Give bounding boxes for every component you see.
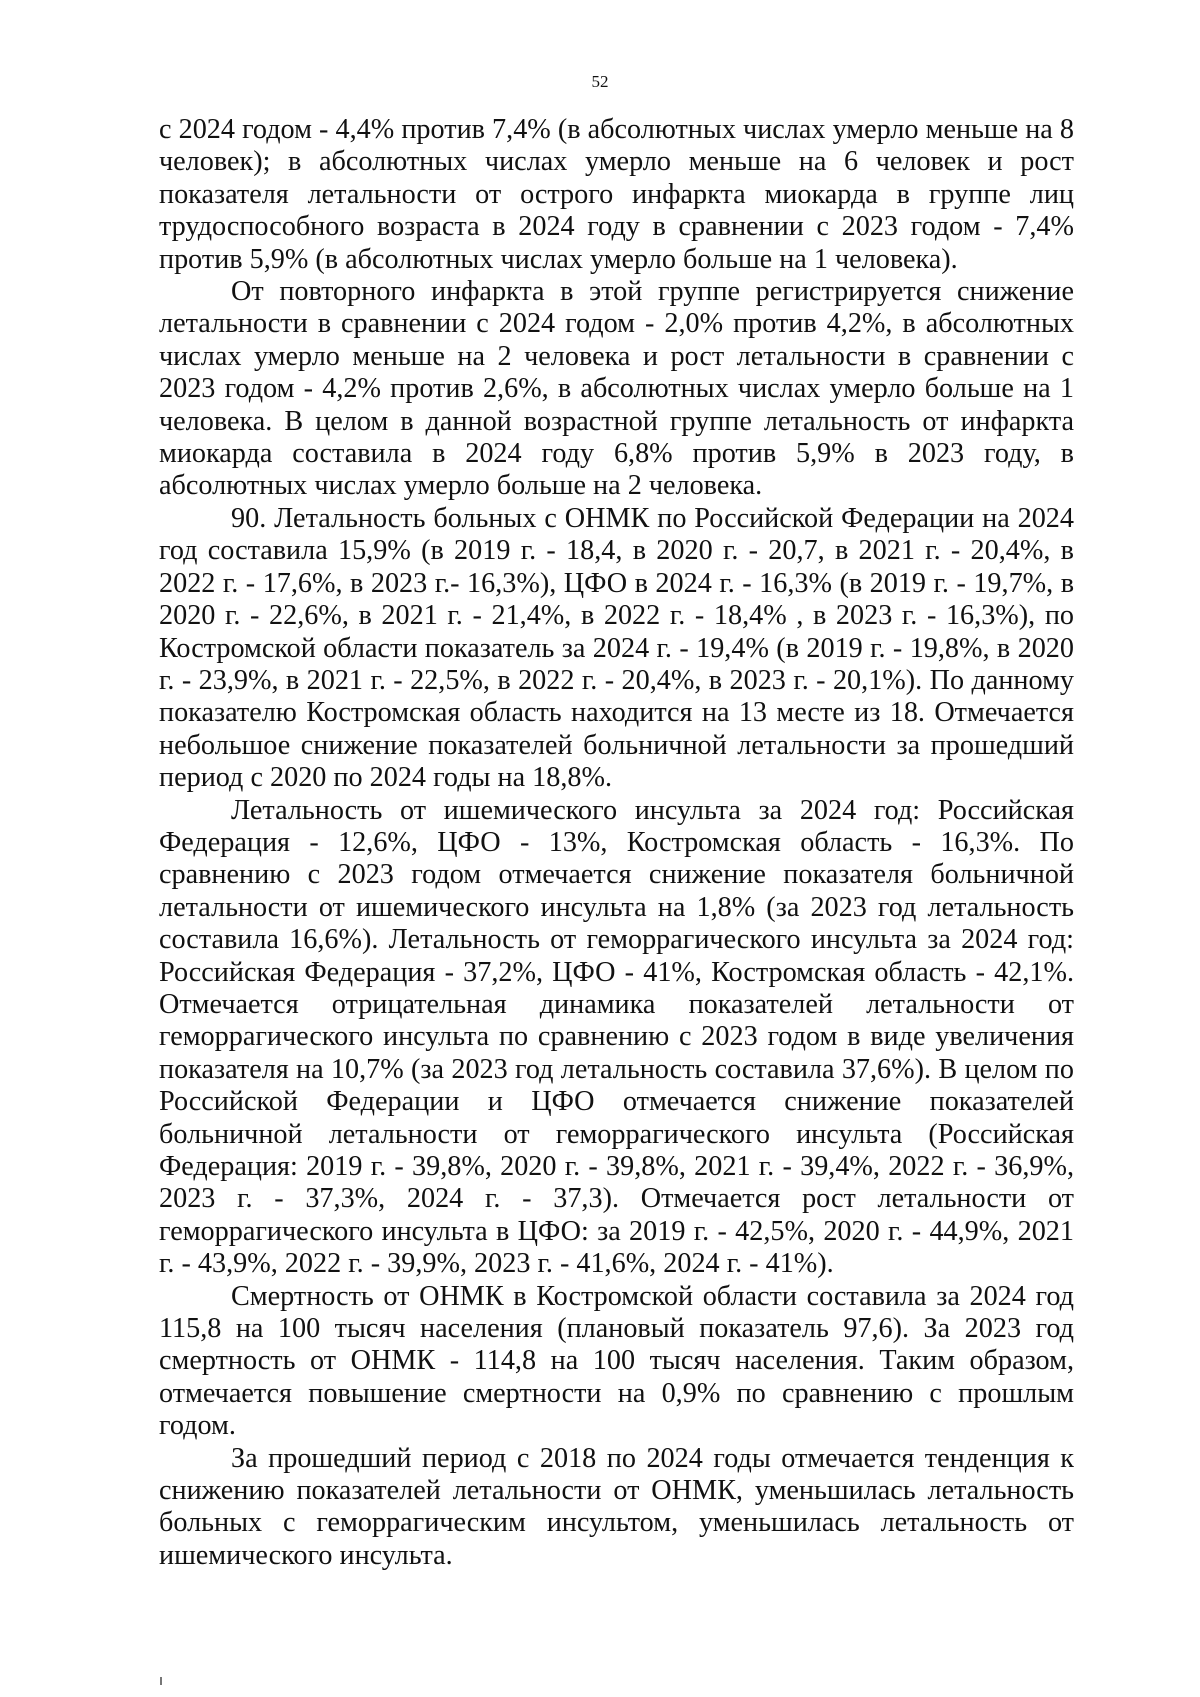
- document-body: [159, 114, 1074, 1572]
- paragraph-continuation: с 2024 годом - 4,4% против 7,4% (в абсолютных числах умерло меньше на 8 человек); в абсолютных числах умерло меньше на 6 человек и рост показателя летальности от острого инфаркта миокарда в группе лиц трудоспособного возраста в 2024 году в сравнении с 2023 годом - 7,4% против 5,9% (в абсолютных числах умерло больше на 1 человека).: [159, 114, 1074, 275]
- scan-artifact-mark: [160, 1677, 162, 1685]
- paragraph-stroke-mortality: Смертность от ОНМК в Костромской области составила за 2024 год 115,8 на 100 тысяч населения (плановый показатель 97,6). За 2023 год смертность от ОНМК - 114,8 на 100 тысяч населения. Таким образом, отмечается повышение смертности на 0,9% по сравнению с прошлым годом.: [159, 1280, 1074, 1442]
- paragraph-ischemic-hemorrhagic-stroke: Летальность от ишемического инсульта за 2024 год: Российская Федерация - 12,6%, ЦФО - 13%, Костромская область - 16,3%. По сравнению с 2023 годом отмечается снижение показателя больничной летальности от ишемического инсульта на 1,8% (за 2023 год летальность составила 16,6%). Летальность от геморрагического инсульта за 2024 год: Российская Федерация - 37,2%, ЦФО - 41%, Костромская область - 42,1%. Отмечается отрицательная динамика показателей летальности от геморрагического инсульта по сравнению с 2023 годом в виде увеличения показателя на 10,7% (за 2023 год летальность составила 37,6%). В целом по Российской Федерации и ЦФО отмечается снижение показателей больничной летальности от геморрагического инсульта (Российская Федерация: 2019 г. - 39,8%, 2020 г. - 39,8%, 2021 г. - 39,4%, 2022 г. - 36,9%, 2023 г. - 37,3%, 2024 г. - 37,3). Отмечается рост летальности от геморрагического инсульта в ЦФО: за 2019 г. - 42,5%, 2020 г. - 44,9%, 2021 г. - 43,9%, 2022 г. - 39,9%, 2023 г. - 41,6%, 2024 г. - 41%).: [159, 794, 1074, 1280]
- paragraph-trend-summary: За прошедший период с 2018 по 2024 годы отмечается тенденция к снижению показателей летальности от ОНМК, уменьшилась летальность больных с геморрагическим инсультом, уменьшилась летальность от ишемического инсульта.: [159, 1442, 1074, 1571]
- page-number: 52: [591, 72, 609, 91]
- paragraph-stroke-lethality-90: 90. Летальность больных с ОНМК по Российской Федерации на 2024 год составила 15,9% (в 2019 г. - 18,4, в 2020 г. - 20,7, в 2021 г. - 20,4%, в 2022 г. - 17,6%, в 2023 г.- 16,3%), ЦФО в 2024 г. - 16,3% (в 2019 г. - 19,7%, в 2020 г. - 22,6%, в 2021 г. - 21,4%, в 2022 г. - 18,4% , в 2023 г. - 16,3%), по Костромской области показатель за 2024 г. - 19,4% (в 2019 г. - 19,8%, в 2020 г. - 23,9%, в 2021 г. - 22,5%, в 2022 г. - 20,4%, в 2023 г. - 20,1%). По данному показателю Костромская область находится на 13 месте из 18. Отмечается небольшое снижение показателей больничной летальности за прошедший период с 2020 по 2024 годы на 18,8%.: [159, 502, 1074, 794]
- paragraph-repeat-infarction: От повторного инфаркта в этой группе регистрируется снижение летальности в сравнении с 2024 годом - 2,0% против 4,2%, в абсолютных числах умерло меньше на 2 человека и рост летальности в сравнении с 2023 годом - 4,2% против 2,6%, в абсолютных числах умерло больше на 1 человека. В целом в данной возрастной группе летальность от инфаркта миокарда составила в 2024 году 6,8% против 5,9% в 2023 году, в абсолютных числах умерло больше на 2 человека.: [159, 276, 1074, 502]
